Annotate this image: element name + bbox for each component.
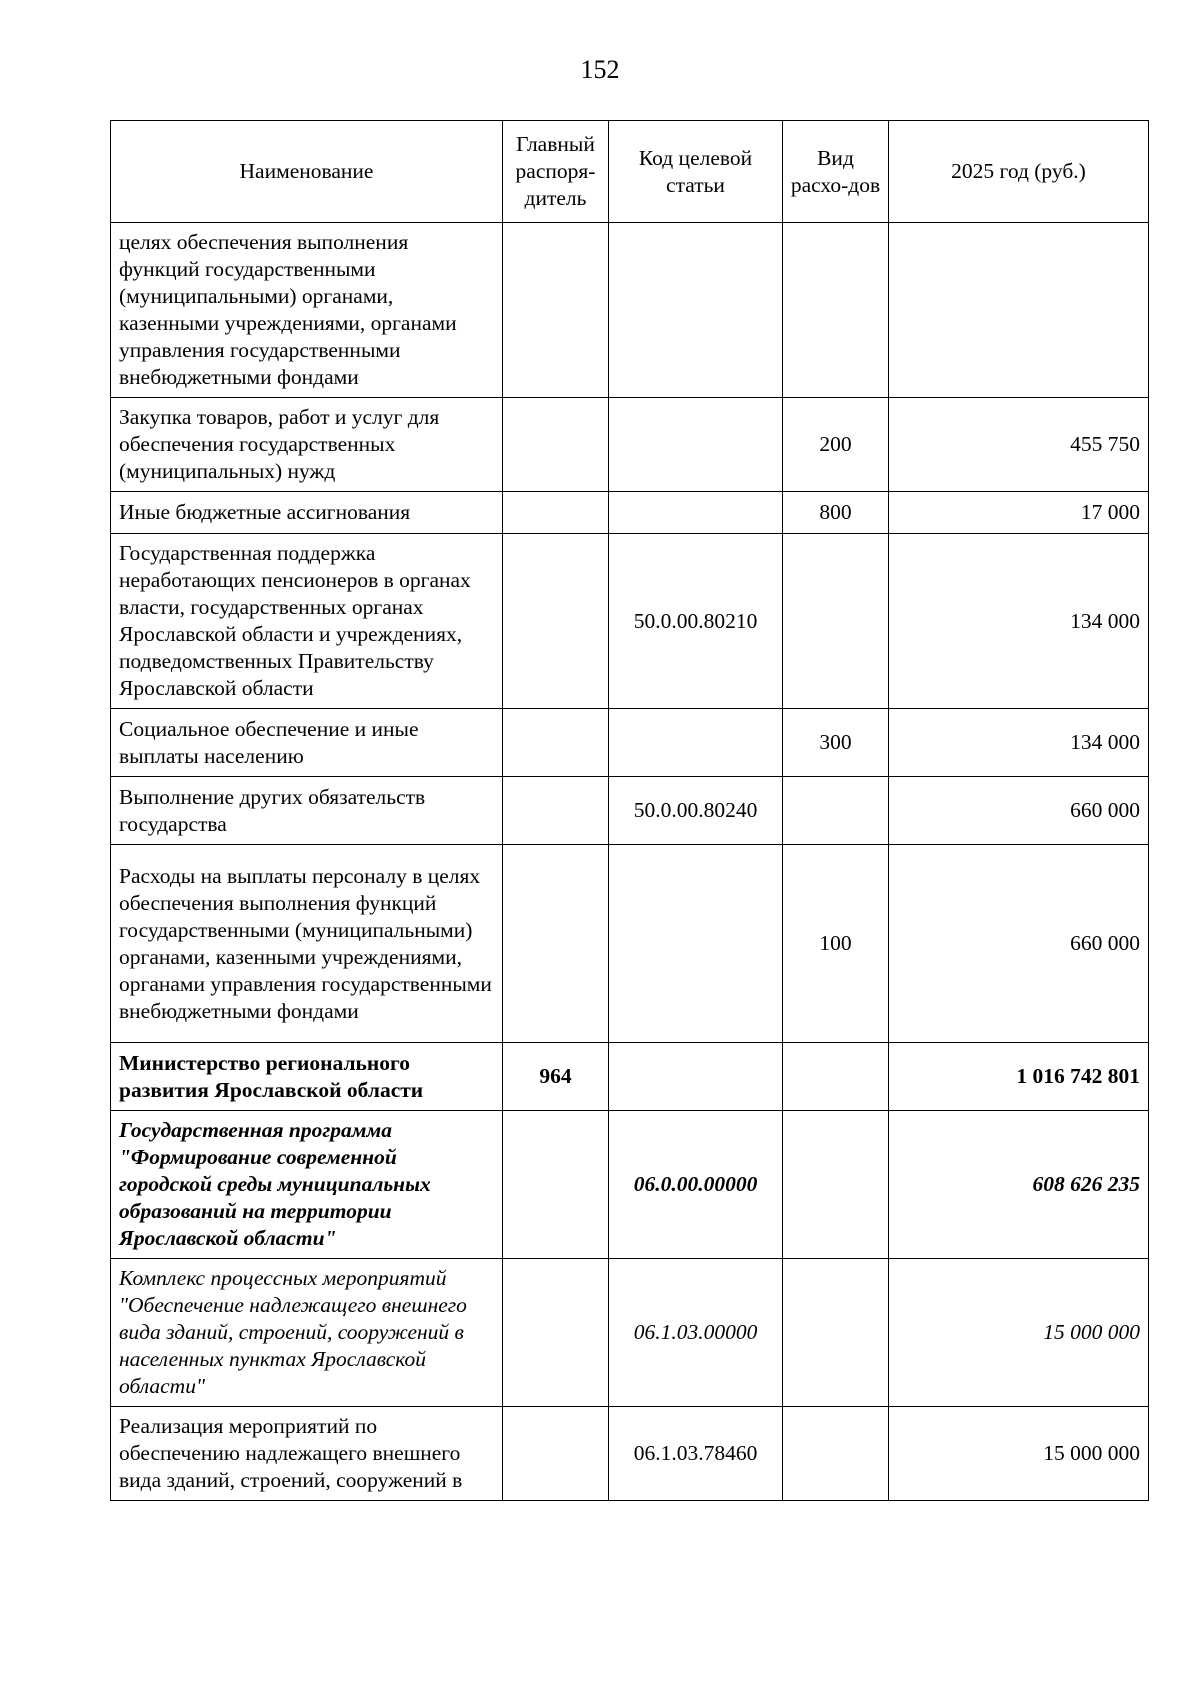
- header-sum: 2025 год (руб.): [889, 121, 1149, 223]
- cell-grbs: 964: [503, 1043, 609, 1111]
- cell-sum: 608 626 235: [889, 1111, 1149, 1259]
- cell-grbs: [503, 777, 609, 845]
- cell-sum: 1 016 742 801: [889, 1043, 1149, 1111]
- cell-code: 50.0.00.80210: [609, 534, 783, 709]
- cell-vid: 800: [783, 492, 889, 534]
- table-row: [111, 777, 1149, 845]
- table-row: [111, 492, 1149, 534]
- cell-grbs: [503, 492, 609, 534]
- cell-vid: [783, 1259, 889, 1407]
- cell-name: Комплекс процессных мероприятий "Обеспечение надлежащего внешнего вида зданий, строений, сооружений в населенных пунктах Ярославской области": [111, 1259, 503, 1407]
- cell-sum: 134 000: [889, 709, 1149, 777]
- cell-code: 06.0.00.00000: [609, 1111, 783, 1259]
- cell-vid: 100: [783, 845, 889, 1043]
- cell-grbs: [503, 709, 609, 777]
- cell-name: Министерство регионального развития Ярославской области: [111, 1043, 503, 1111]
- cell-sum: 455 750: [889, 398, 1149, 492]
- cell-name: Социальное обеспечение и иные выплаты населению: [111, 709, 503, 777]
- page-number: 152: [580, 55, 620, 84]
- header-row: [111, 121, 1149, 223]
- table-row: [111, 223, 1149, 398]
- header-code: Код целевой статьи: [609, 121, 783, 223]
- cell-vid: [783, 223, 889, 398]
- cell-grbs: [503, 223, 609, 398]
- cell-name: Закупка товаров, работ и услуг для обеспечения государственных (муниципальных) нужд: [111, 398, 503, 492]
- cell-sum: 134 000: [889, 534, 1149, 709]
- cell-grbs: [503, 1259, 609, 1407]
- table-row: [111, 1111, 1149, 1259]
- cell-code: 06.1.03.78460: [609, 1407, 783, 1501]
- cell-name: Реализация мероприятий по обеспечению надлежащего внешнего вида зданий, строений, сооружений в: [111, 1407, 503, 1501]
- cell-name: Выполнение других обязательств государства: [111, 777, 503, 845]
- cell-grbs: [503, 1407, 609, 1501]
- table-row: [111, 1407, 1149, 1501]
- table-row: [111, 534, 1149, 709]
- budget-table: [110, 120, 1149, 1501]
- table-row: [111, 1259, 1149, 1407]
- cell-code: 50.0.00.80240: [609, 777, 783, 845]
- cell-sum: 15 000 000: [889, 1407, 1149, 1501]
- cell-code: [609, 223, 783, 398]
- header-name: Наименование: [111, 121, 503, 223]
- table-body: [111, 223, 1149, 1501]
- cell-sum: [889, 223, 1149, 398]
- cell-name: Государственная поддержка неработающих пенсионеров в органах власти, государственных органах Ярославской области и учреждениях, подведомственных Правительству Ярославской области: [111, 534, 503, 709]
- table-header: [111, 121, 1149, 223]
- cell-name: Иные бюджетные ассигнования: [111, 492, 503, 534]
- cell-name: Расходы на выплаты персоналу в целях обеспечения выполнения функций государственными (муниципальными) органами, казенными учреждениями, органами управления государственными внебюджетными фондами: [111, 845, 503, 1043]
- cell-vid: [783, 1407, 889, 1501]
- cell-name: целях обеспечения выполнения функций государственными (муниципальными) органами, казенными учреждениями, органами управления государственными внебюджетными фондами: [111, 223, 503, 398]
- cell-code: [609, 398, 783, 492]
- cell-sum: 15 000 000: [889, 1259, 1149, 1407]
- cell-sum: 660 000: [889, 777, 1149, 845]
- table-row: [111, 398, 1149, 492]
- cell-code: [609, 1043, 783, 1111]
- cell-grbs: [503, 845, 609, 1043]
- cell-grbs: [503, 398, 609, 492]
- table-row: [111, 1043, 1149, 1111]
- table-row: [111, 709, 1149, 777]
- cell-code: 06.1.03.00000: [609, 1259, 783, 1407]
- cell-code: [609, 845, 783, 1043]
- cell-code: [609, 709, 783, 777]
- cell-vid: 200: [783, 398, 889, 492]
- header-vid: Вид расхо-дов: [783, 121, 889, 223]
- table-row: [111, 845, 1149, 1043]
- cell-vid: [783, 1043, 889, 1111]
- cell-vid: [783, 777, 889, 845]
- cell-code: [609, 492, 783, 534]
- cell-vid: [783, 1111, 889, 1259]
- cell-vid: 300: [783, 709, 889, 777]
- cell-sum: 17 000: [889, 492, 1149, 534]
- cell-grbs: [503, 534, 609, 709]
- cell-sum: 660 000: [889, 845, 1149, 1043]
- cell-vid: [783, 534, 889, 709]
- cell-grbs: [503, 1111, 609, 1259]
- cell-name: Государственная программа "Формирование современной городской среды муниципальных образований на территории Ярославской области": [111, 1111, 503, 1259]
- header-grbs: Главный распоря-дитель: [503, 121, 609, 223]
